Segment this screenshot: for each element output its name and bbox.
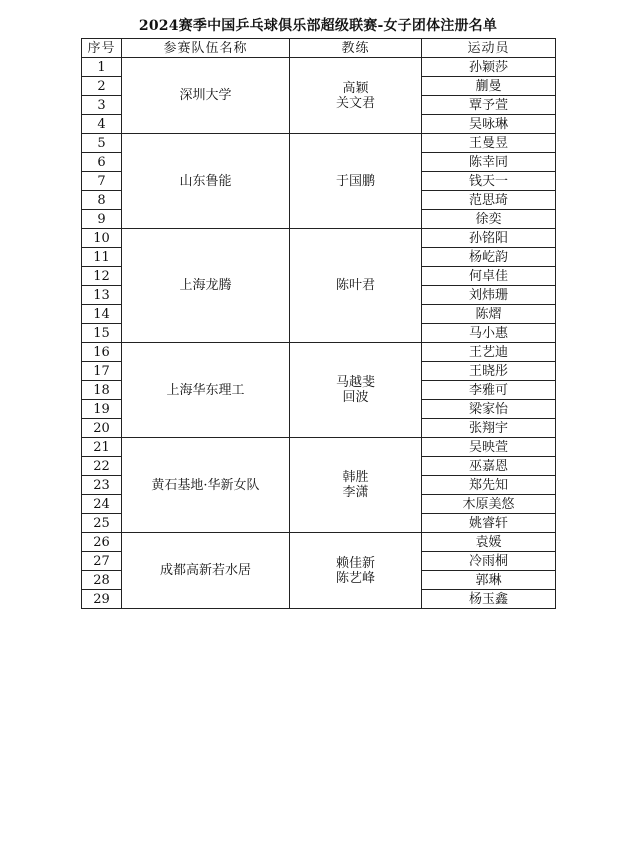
player-name: 刘炜珊 [422,286,556,305]
team-name: 深圳大学 [122,58,290,134]
team-name: 黄石基地·华新女队 [122,438,290,533]
roster-table [81,38,556,609]
coach-name: 陈艺峰 [335,570,375,586]
coach-cell [290,229,422,343]
row-number: 22 [82,457,122,476]
header-team: 参赛队伍名称 [122,39,290,58]
player-name: 徐奕 [422,210,556,229]
row-number: 25 [82,514,122,533]
coach-cell [290,343,422,438]
coach-name: 韩胜 [342,470,369,485]
team-name: 成都高新若水居 [122,533,290,609]
coach-cell [290,134,422,229]
row-number: 19 [82,400,122,419]
coach-name: 于国鹏 [335,173,375,189]
player-name: 覃予萱 [422,96,556,115]
header-no: 序号 [82,39,122,58]
row-number: 28 [82,571,122,590]
coach-cell [290,533,422,609]
player-name: 冷雨桐 [422,552,556,571]
player-name: 吴咏琳 [422,115,556,134]
coach-name: 关文君 [335,95,375,111]
header-row [82,39,556,58]
table-row [82,533,556,552]
row-number: 9 [82,210,122,229]
row-number: 5 [82,134,122,153]
row-number: 17 [82,362,122,381]
coach-name: 回波 [342,390,369,405]
row-number: 26 [82,533,122,552]
player-name: 何卓佳 [422,267,556,286]
row-number: 13 [82,286,122,305]
team-name: 山东鲁能 [122,134,290,229]
player-name: 王晓彤 [422,362,556,381]
coach-name: 李潇 [342,485,369,500]
player-name: 陈熠 [422,305,556,324]
table-row [82,58,556,77]
coach-cell [290,438,422,533]
player-name: 钱天一 [422,172,556,191]
player-name: 郑先知 [422,476,556,495]
row-number: 21 [82,438,122,457]
page-title: 2024赛季中国乒乓球俱乐部超级联赛-女子团体注册名单 [138,18,498,34]
coach-name: 赖佳新 [335,555,375,571]
table-row [82,438,556,457]
row-number: 1 [82,58,122,77]
row-number: 11 [82,248,122,267]
player-name: 王艺迪 [422,343,556,362]
player-name: 杨屹韵 [422,248,556,267]
header-player: 运动员 [422,39,556,58]
row-number: 29 [82,590,122,609]
player-name: 陈幸同 [422,153,556,172]
player-name: 袁媛 [422,533,556,552]
coach-name: 高颖 [342,80,369,96]
player-name: 吴映萱 [422,438,556,457]
player-name: 王曼昱 [422,134,556,153]
player-name: 郭琳 [422,571,556,590]
row-number: 3 [82,96,122,115]
table-row [82,343,556,362]
row-number: 4 [82,115,122,134]
row-number: 7 [82,172,122,191]
row-number: 15 [82,324,122,343]
row-number: 8 [82,191,122,210]
header-coach: 教练 [290,39,422,58]
player-name: 李雅可 [422,381,556,400]
player-name: 杨玉鑫 [422,590,556,609]
row-number: 2 [82,77,122,96]
row-number: 16 [82,343,122,362]
row-number: 12 [82,267,122,286]
player-name: 蒯曼 [422,77,556,96]
roster-body [82,58,556,609]
player-name: 范思琦 [422,191,556,210]
team-name: 上海华东理工 [122,343,290,438]
row-number: 23 [82,476,122,495]
player-name: 孙颖莎 [422,58,556,77]
row-number: 10 [82,229,122,248]
row-number: 6 [82,153,122,172]
coach-name: 马越斐 [335,375,375,390]
team-name: 上海龙腾 [122,229,290,343]
row-number: 18 [82,381,122,400]
player-name: 木原美悠 [422,495,556,514]
table-row [82,134,556,153]
row-number: 24 [82,495,122,514]
coach-cell [290,58,422,134]
player-name: 梁家怡 [422,400,556,419]
row-number: 20 [82,419,122,438]
player-name: 巫嘉恩 [422,457,556,476]
player-name: 张翔宇 [422,419,556,438]
player-name: 姚睿轩 [422,514,556,533]
player-name: 马小惠 [422,324,556,343]
row-number: 14 [82,305,122,324]
row-number: 27 [82,552,122,571]
player-name: 孙铭阳 [422,229,556,248]
coach-name: 陈叶君 [335,278,375,293]
table-row [82,229,556,248]
